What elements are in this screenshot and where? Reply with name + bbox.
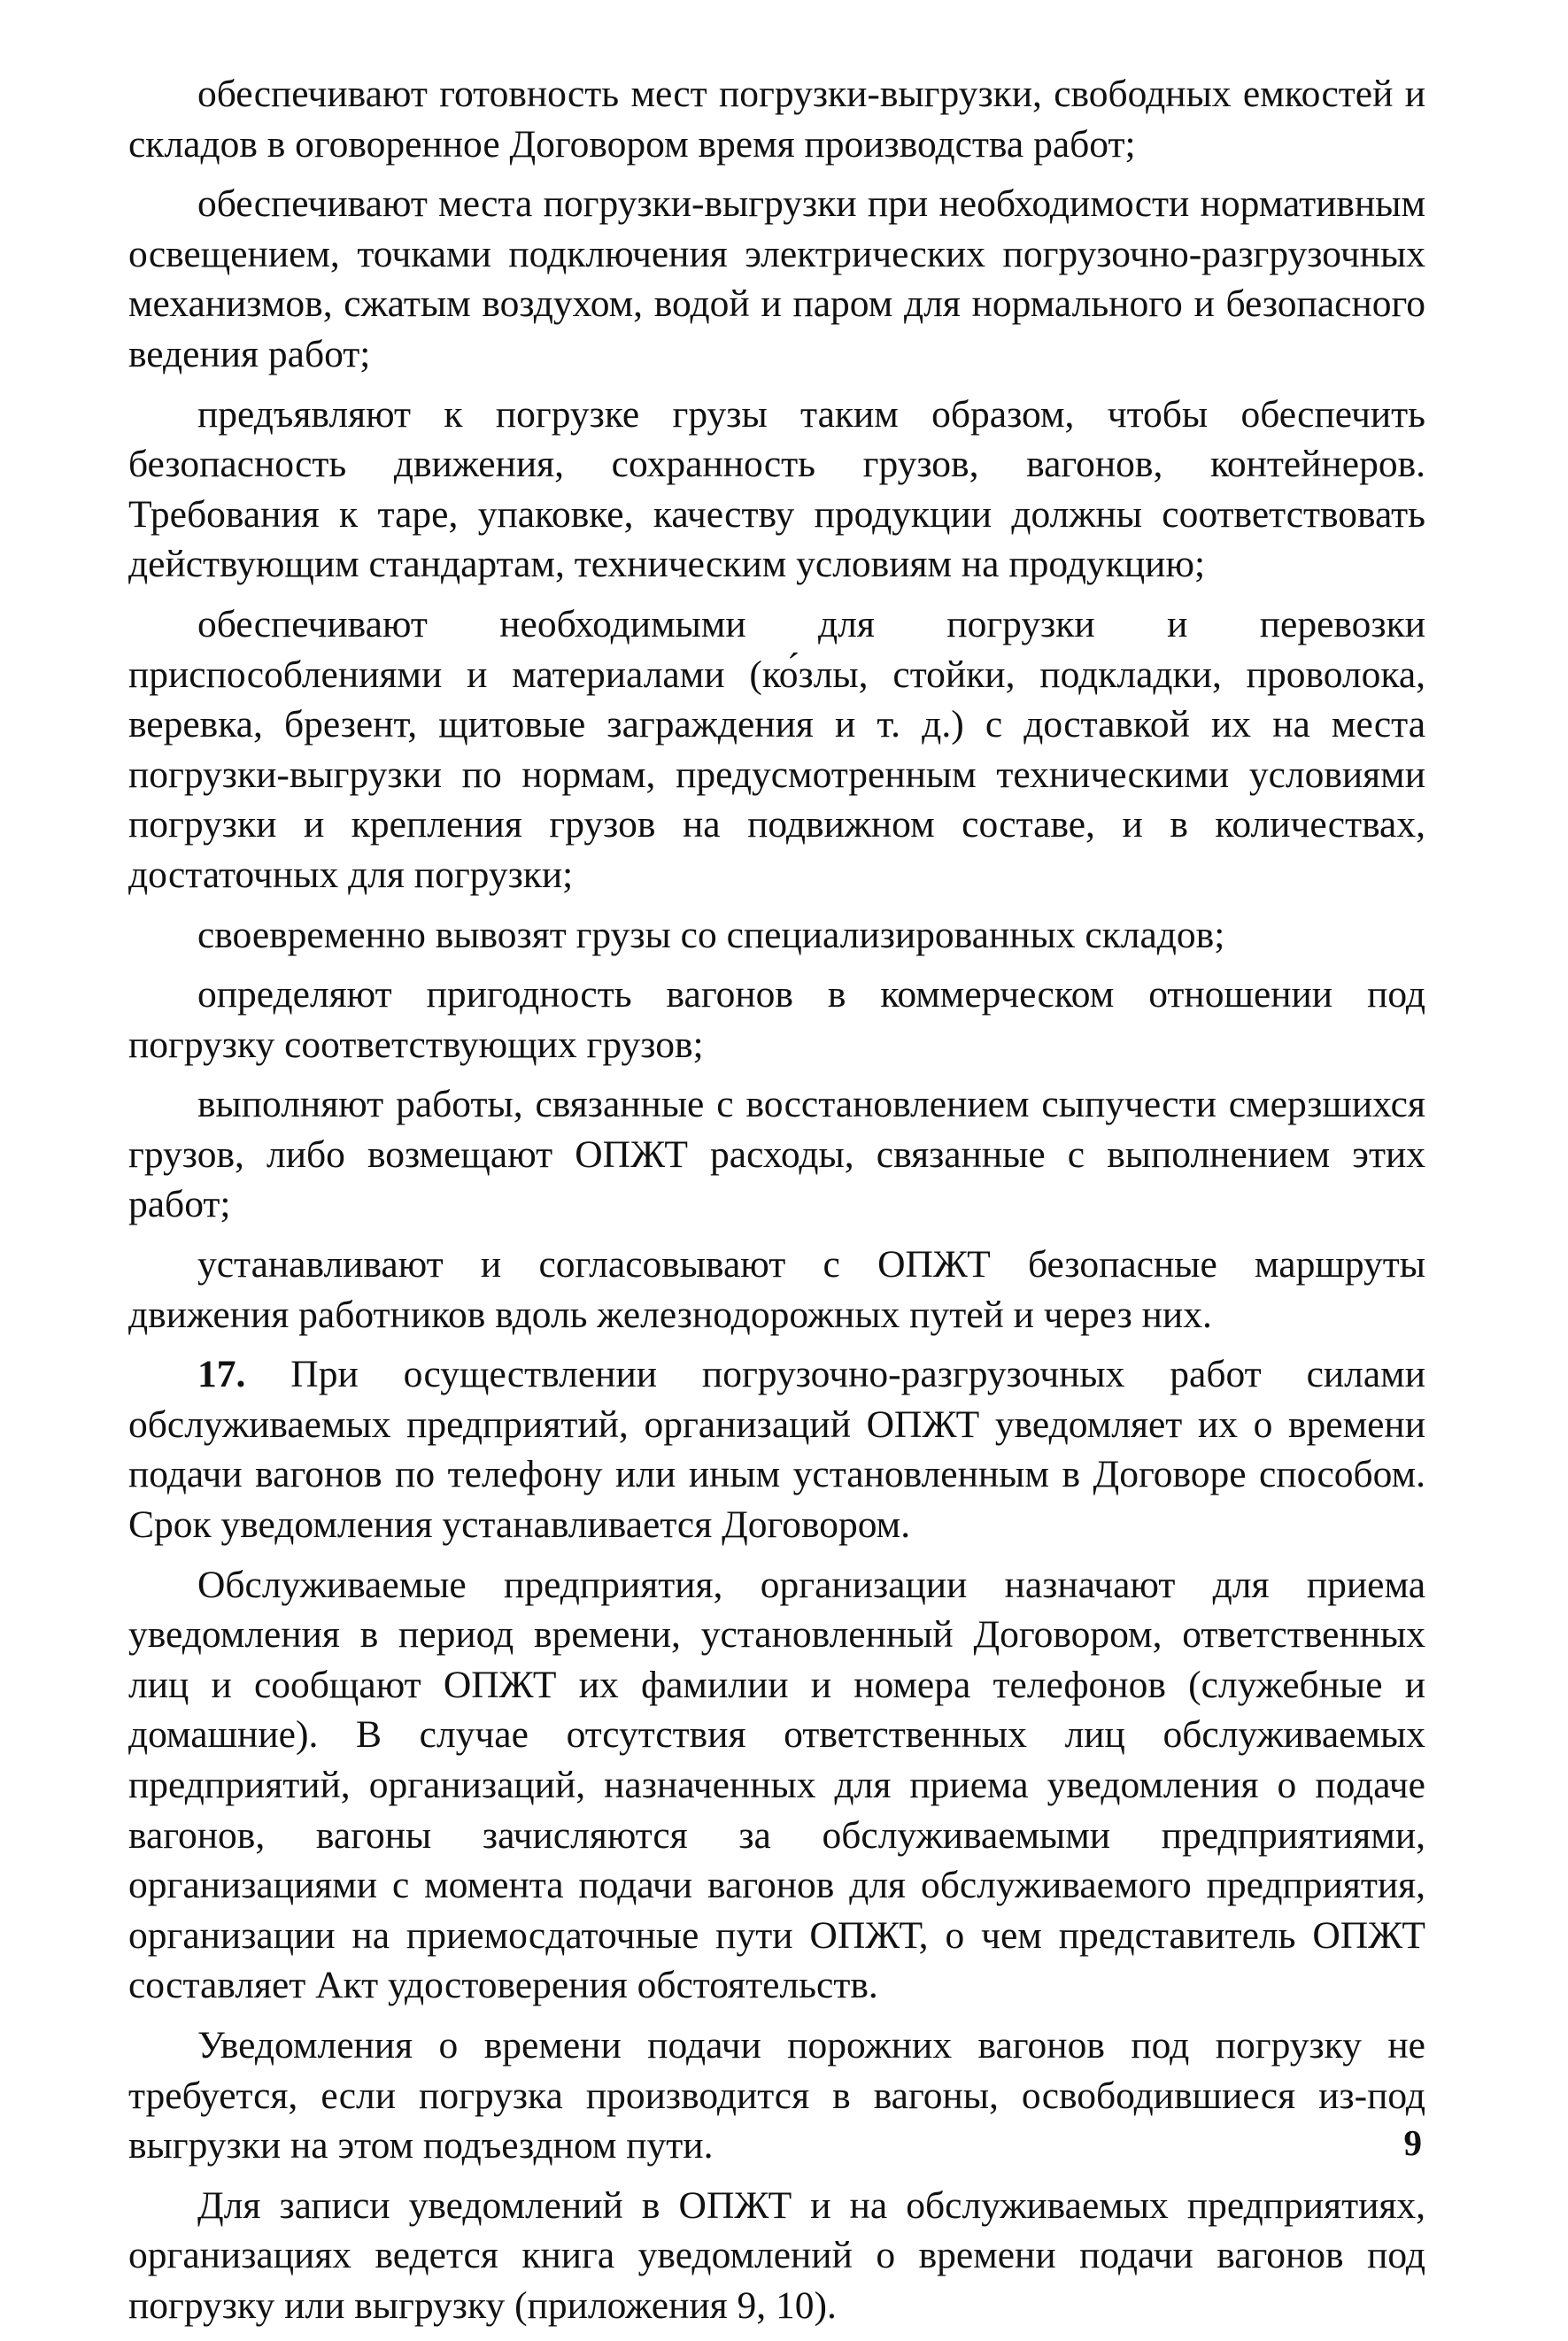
paragraph-text: устанавливают и согласовывают с ОПЖТ безопасные маршруты движения работников вдоль железнодорожных путей и через них. <box>128 1243 1425 1336</box>
paragraph <box>128 1079 1425 1230</box>
clause-number: 17. <box>197 1353 246 1396</box>
paragraph <box>128 2181 1425 2331</box>
paragraph <box>128 1560 1425 2011</box>
paragraph <box>128 179 1425 379</box>
paragraph <box>128 2020 1425 2171</box>
text-body <box>128 69 1425 2341</box>
paragraph-text: Для записи уведомлений в ОПЖТ и на обслуживаемых предприятиях, организациях ведется книга уведомлений о времени подачи вагонов под погрузку или выгрузку (приложения 9, 10). <box>128 2183 1425 2327</box>
paragraph-text: предъявляют к погрузке грузы таким образом, чтобы обеспечить безопасность движения, сохранность грузов, вагонов, контейнеров. Требования к таре, упаковке, качеству продукции должны соответствовать действующим стандартам, техническим условиям на продукцию; <box>128 392 1425 586</box>
paragraph <box>128 970 1425 1070</box>
numbered-paragraph <box>128 1349 1425 1549</box>
paragraph-text: Уведомления о времени подачи порожних вагонов под погрузку не требуется, если погрузка производится в вагоны, освободившиеся из-под выгрузки на этом подъездном пути. <box>128 2023 1425 2167</box>
paragraph <box>128 1240 1425 1340</box>
paragraph-text: При осуществлении погрузочно-разгрузочных работ силами обслуживаемых предприятий, организаций ОПЖТ уведомляет их о времени подачи вагонов по телефону или иным установленным в Договоре способом. Срок уведомления устанавливается Договором. <box>128 1353 1425 1547</box>
paragraph <box>128 390 1425 590</box>
paragraph-text: обеспечивают необходимыми для погрузки и перевозки приспособлениями и материалами (ко́злы, стойки, подкладки, проволока, веревка, брезент, щитовые заграждения и т. д.) с доставкой их на места погрузки-выгрузки по нормам, предусмотренным техническими условиями погрузки и крепления грузов на подвижном составе, и в количествах, достаточных для погрузки; <box>128 602 1425 896</box>
paragraph-text: обеспечивают готовность мест погрузки-выгрузки, свободных емкостей и складов в оговоренное Договором время производства работ; <box>128 73 1425 166</box>
paragraph-text: своевременно вывозят грузы со специализированных складов; <box>197 913 1225 956</box>
page-number: 9 <box>1403 2122 1422 2163</box>
paragraph <box>128 599 1425 900</box>
paragraph-text: определяют пригодность вагонов в коммерческом отношении под погрузку соответствующих грузов; <box>128 973 1425 1066</box>
paragraph <box>128 69 1425 169</box>
paragraph-text: Обслуживаемые предприятия, организации назначают для приема уведомления в период времени, установленный Договором, ответственных лиц и сообщают ОПЖТ их фамилии и номера телефонов (служебные и домашние). В случае отсутствия ответственных лиц обслуживаемых предприятий, организаций, назначенных для приема уведомления о подаче вагонов, вагоны зачисляются за обслуживаемыми предприятиями, организациями с момента подачи вагонов для обслуживаемого предприятия, организации на приемосдаточные пути ОПЖТ, о чем представитель ОПЖТ составляет Акт удостоверения обстоятельств. <box>128 1563 1425 2007</box>
paragraph-text: обеспечивают места погрузки-выгрузки при необходимости нормативным освещением, точками подключения электрических погрузочно-разгрузочных механизмов, сжатым воздухом, водой и паром для нормального и безопасного ведения работ; <box>128 182 1425 375</box>
paragraph <box>128 910 1425 961</box>
paragraph-text: выполняют работы, связанные с восстановлением сыпучести смерзшихся грузов, либо возмещают ОПЖТ расходы, связанные с выполнением этих работ; <box>128 1083 1425 1226</box>
